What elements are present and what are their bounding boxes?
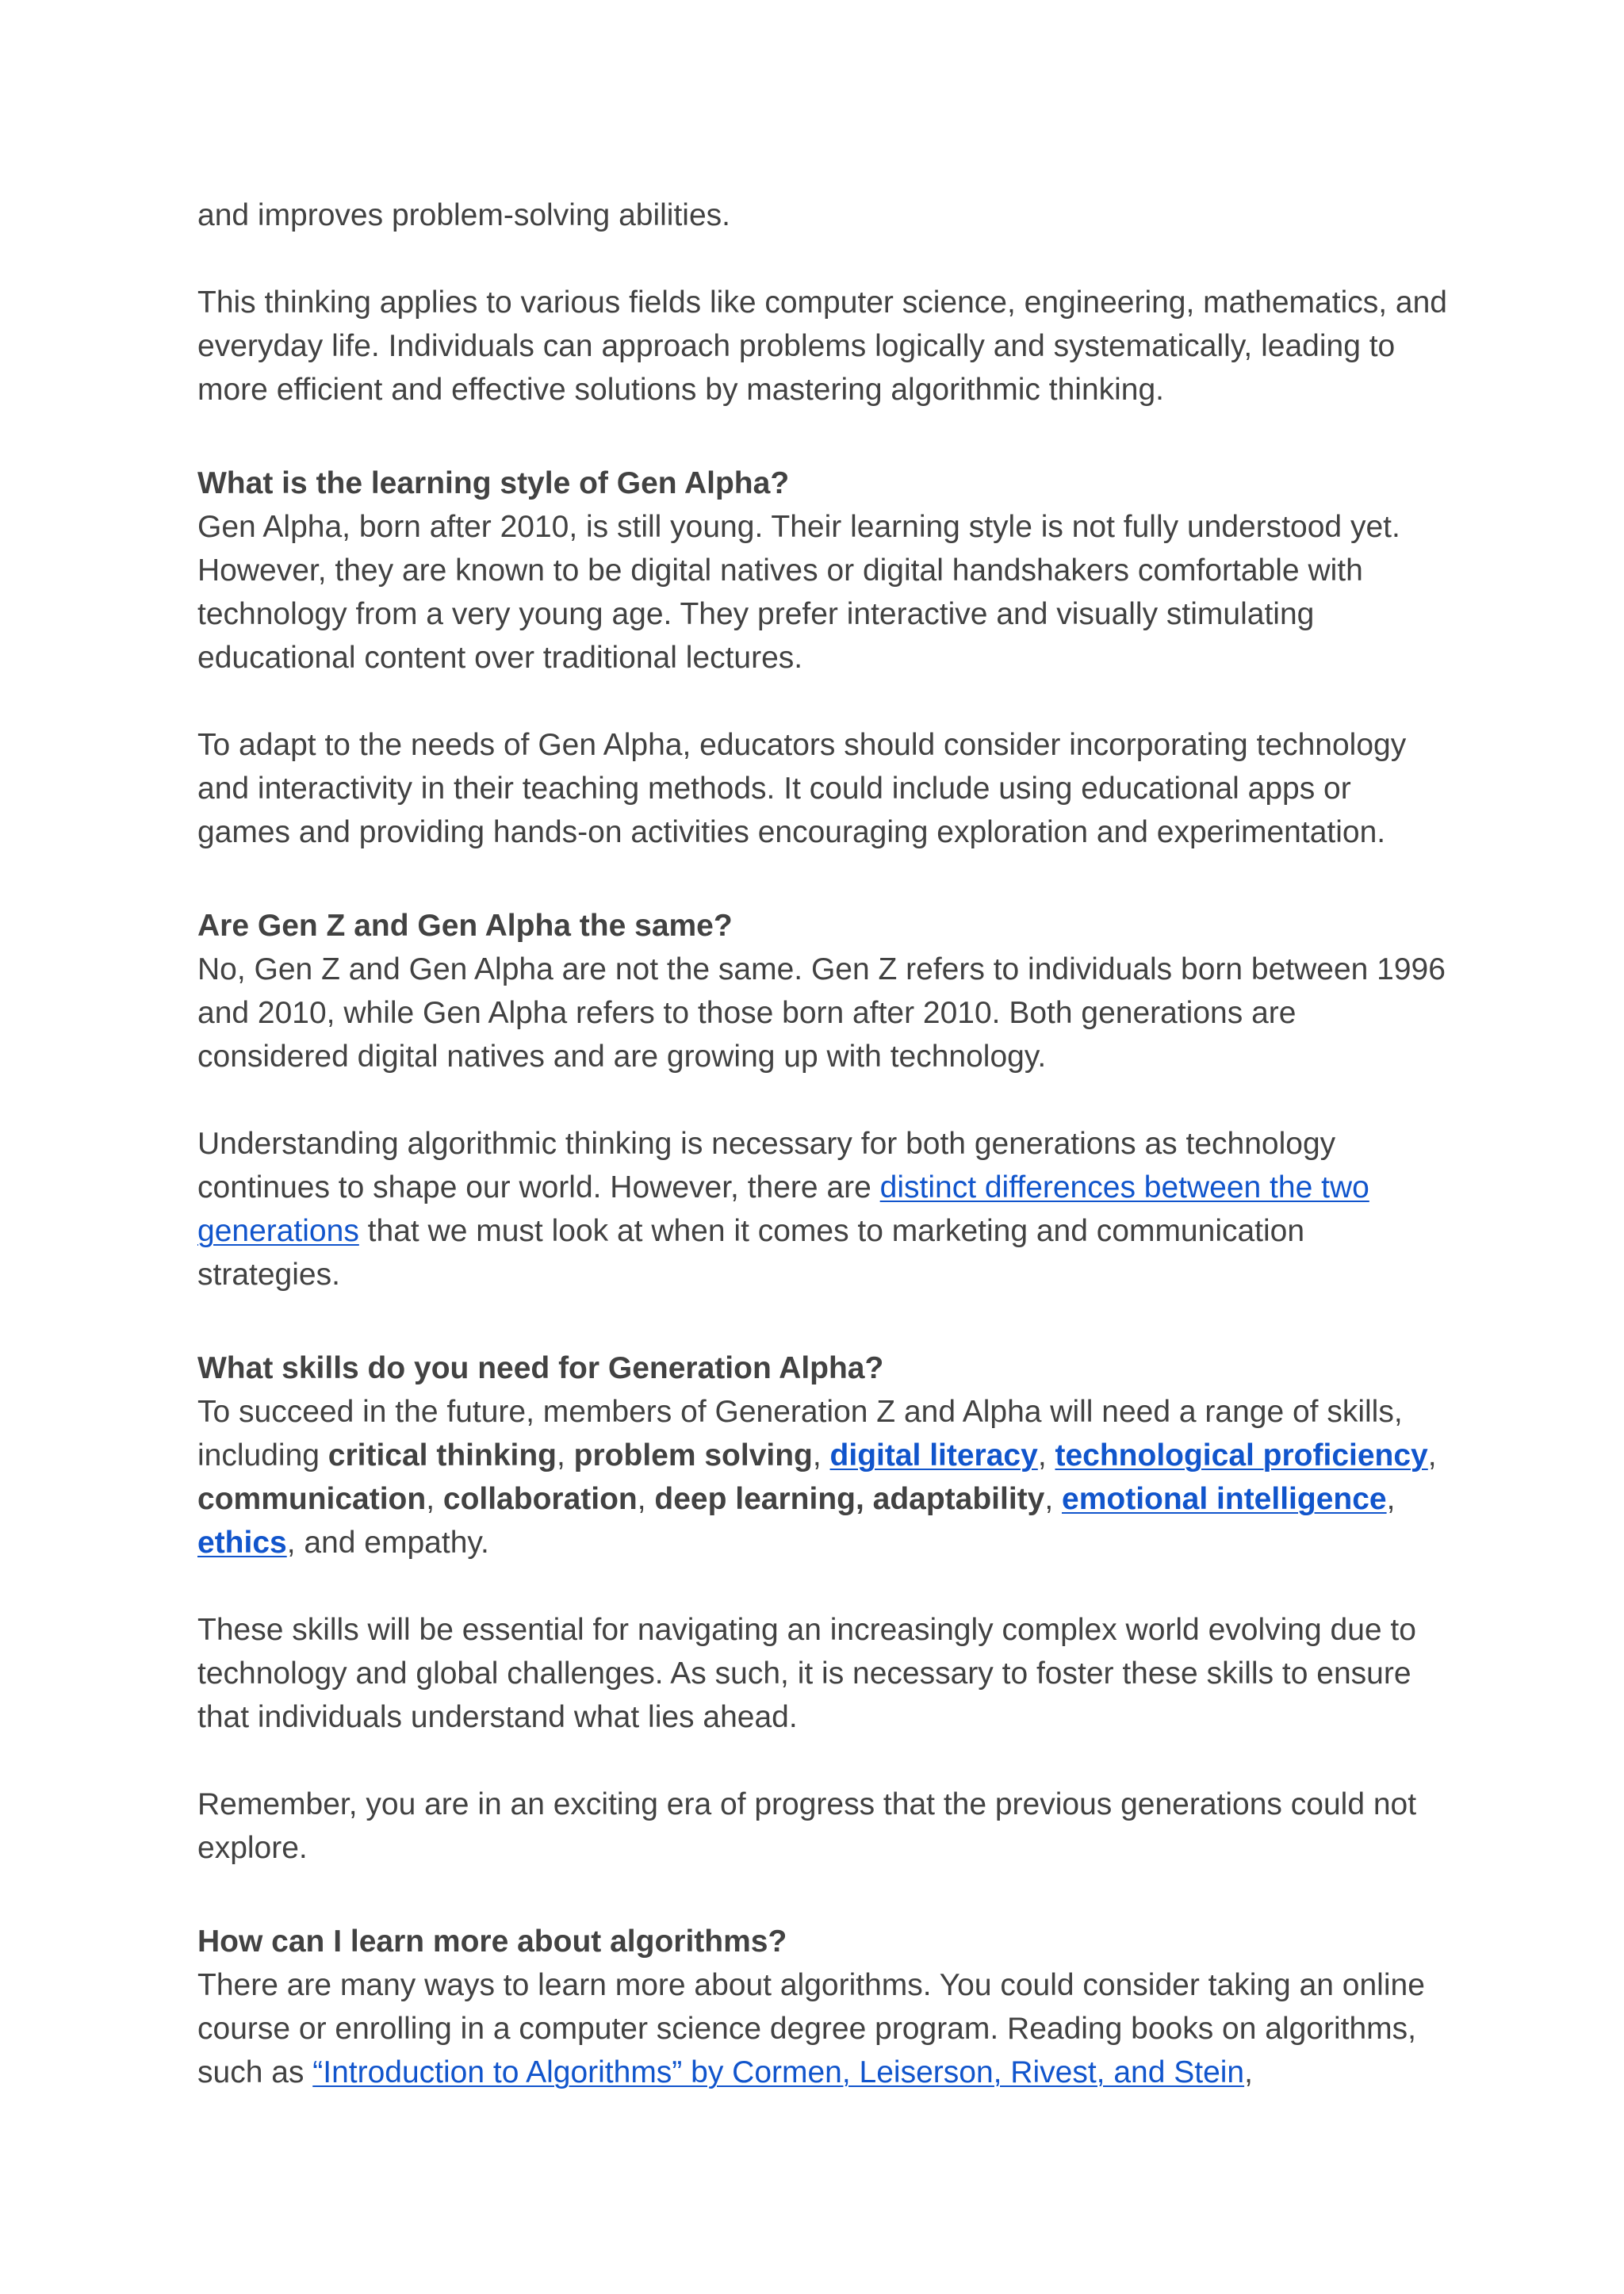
- paragraph-adapt-needs: To adapt to the needs of Gen Alpha, educators should consider incorporating technology and interactivity in their teaching methods. It could include using educational apps or games and providing hands-on activities encouraging exploration and experimentation.: [197, 728, 1407, 849]
- faq-heading-genz-genalpha: Are Gen Z and Gen Alpha the same?: [197, 909, 733, 943]
- separator: ,: [1044, 1482, 1063, 1516]
- paragraph-algorithmic-generations: [197, 1122, 1450, 1296]
- skill-critical-thinking: critical thinking: [327, 1438, 557, 1473]
- separator: ,: [1427, 1438, 1437, 1473]
- text-span: There are many ways to learn more about algorithms. You could consider taking an online course or enrolling in a computer science degree program. Reading books on algorithms, such as: [197, 1968, 1425, 2089]
- text-span: To succeed in the future, members of Generation Z and Alpha will need a range of skills, including: [197, 1395, 1403, 1473]
- paragraph-skills-list: [197, 1390, 1450, 1564]
- paragraph-intro-tail: and improves problem-solving abilities.: [197, 198, 730, 232]
- text-span: ,: [1244, 2055, 1253, 2089]
- skill-problem-solving: problem solving: [573, 1438, 813, 1473]
- paragraph-exciting-era: Remember, you are in an exciting era of progress that the previous generations could not explore.: [197, 1787, 1417, 1865]
- paragraph-skills-essential: These skills will be essential for navigating an increasingly complex world evolving due to technology and global challenges. As such, it is necessary to foster these skills to ensure that individuals understand what lies ahead.: [197, 1613, 1416, 1734]
- text-span: Understanding algorithmic thinking is necessary for both generations as technology continues to shape our world. However, there are: [197, 1127, 1336, 1204]
- text-span: that we must look at when it comes to marketing and communication strategies.: [197, 1214, 1305, 1292]
- faq-heading-learning-style: What is the learning style of Gen Alpha?: [197, 466, 790, 500]
- link-ethics[interactable]: [197, 1526, 287, 1560]
- link-technological-proficiency[interactable]: [1055, 1438, 1427, 1473]
- link-emotional-intelligence-label: emotional intelligence: [1062, 1482, 1387, 1516]
- separator: ,: [1037, 1438, 1055, 1473]
- paragraph-fields: This thinking applies to various fields like computer science, engineering, mathematics, and everyday life. Individuals can approach problems logically and systematically, leading to more efficient and effective solutions by mastering algorithmic thinking.: [197, 285, 1447, 407]
- link-introduction-to-algorithms[interactable]: “Introduction to Algorithms” by Cormen, Leiserson, Rivest, and Stein: [312, 2055, 1245, 2089]
- separator: ,: [1386, 1482, 1396, 1516]
- separator: ,: [426, 1482, 443, 1516]
- skill-deep-learning-adaptability: deep learning, adaptability: [654, 1482, 1045, 1516]
- skill-collaboration: collaboration: [442, 1482, 638, 1516]
- faq-heading-learn-algorithms: How can I learn more about algorithms?: [197, 1924, 787, 1959]
- paragraph-learning-style: Gen Alpha, born after 2010, is still young. Their learning style is not fully understood yet. However, they are known to be digital natives or digital handshakers comfortable with technology from a very young age. They prefer interactive and visually stimulating educational content over traditional lectures.: [197, 510, 1400, 675]
- link-technological-proficiency-label: technological proficiency: [1055, 1438, 1428, 1473]
- link-digital-literacy[interactable]: [830, 1438, 1038, 1473]
- separator: ,: [557, 1438, 574, 1473]
- separator: ,: [812, 1438, 830, 1473]
- document-body: [197, 193, 1450, 2094]
- skill-communication: communication: [197, 1482, 427, 1516]
- paragraph-learn-algorithms: [197, 1963, 1450, 2094]
- link-ethics-label: ethics: [197, 1526, 287, 1560]
- link-distinct-differences[interactable]: distinct differences between the two generations: [197, 1170, 1369, 1248]
- separator: ,: [637, 1482, 655, 1516]
- faq-heading-skills: What skills do you need for Generation Alpha?: [197, 1351, 884, 1385]
- link-emotional-intelligence[interactable]: [1062, 1482, 1387, 1516]
- link-digital-literacy-label: digital literacy: [829, 1438, 1038, 1473]
- paragraph-genz-genalpha: No, Gen Z and Gen Alpha are not the same. Gen Z refers to individuals born between 1996 and 2010, while Gen Alpha refers to those born after 2010. Both generations are considered digital natives and are growing up with technology.: [197, 952, 1446, 1074]
- text-span: , and empathy.: [286, 1526, 489, 1560]
